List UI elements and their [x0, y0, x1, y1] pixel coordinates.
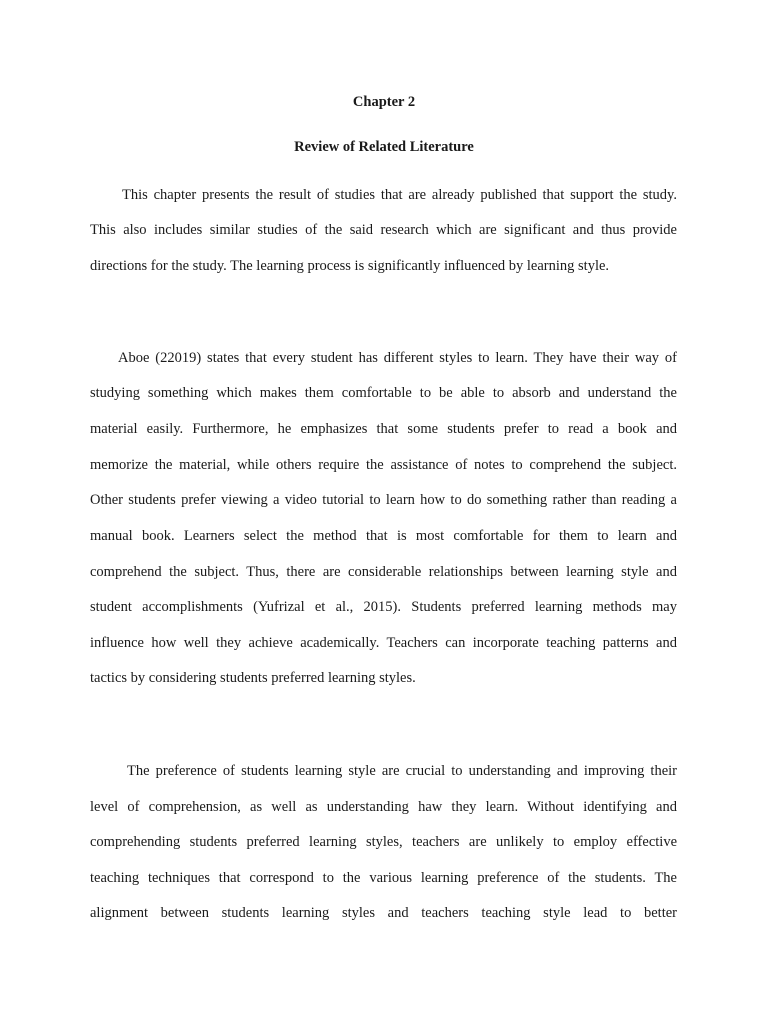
paragraph-line: manual book. Learners select the method that is most comfortable for them to learn and — [90, 528, 677, 544]
paragraph-line: Aboe (22019) states that every student has different styles to learn. They have their way of — [118, 350, 677, 366]
paragraph-line: This chapter presents the result of studies that are already published that support the study. — [122, 187, 677, 203]
paragraph-line: memorize the material, while others require the assistance of notes to comprehend the subject. — [90, 457, 677, 473]
paragraph-line: tactics by considering students preferred learning styles. — [90, 670, 416, 686]
paragraph-line: student accomplishments (Yufrizal et al., 2015). Students preferred learning methods may — [90, 599, 677, 615]
paragraph-line: comprehend the subject. Thus, there are considerable relationships between learning style and — [90, 564, 677, 580]
paragraph-line: This also includes similar studies of the said research which are significant and thus provide — [90, 222, 677, 238]
paragraph-line: level of comprehension, as well as understanding haw they learn. Without identifying and — [90, 799, 677, 815]
paragraph-line: influence how well they achieve academically. Teachers can incorporate teaching patterns and — [90, 635, 677, 651]
paragraph-line: teaching techniques that correspond to the various learning preference of the students. The — [90, 870, 677, 886]
paragraph-line: Other students prefer viewing a video tutorial to learn how to do something rather than reading a — [90, 492, 677, 508]
paragraph-line: studying something which makes them comfortable to be able to absorb and understand the — [90, 385, 677, 401]
paragraph-line: material easily. Furthermore, he emphasizes that some students prefer to read a book and — [90, 421, 677, 437]
paragraph-line: The preference of students learning style are crucial to understanding and improving their — [127, 763, 677, 779]
paragraph-line: alignment between students learning styles and teachers teaching style lead to better — [90, 905, 677, 921]
paragraph-line: comprehending students preferred learning styles, teachers are unlikely to employ effective — [90, 834, 677, 850]
chapter-label: Chapter 2 — [352, 94, 416, 110]
section-title: Review of Related Literature — [294, 139, 474, 155]
paragraph-line: directions for the study. The learning process is significantly influenced by learning style. — [90, 258, 610, 274]
